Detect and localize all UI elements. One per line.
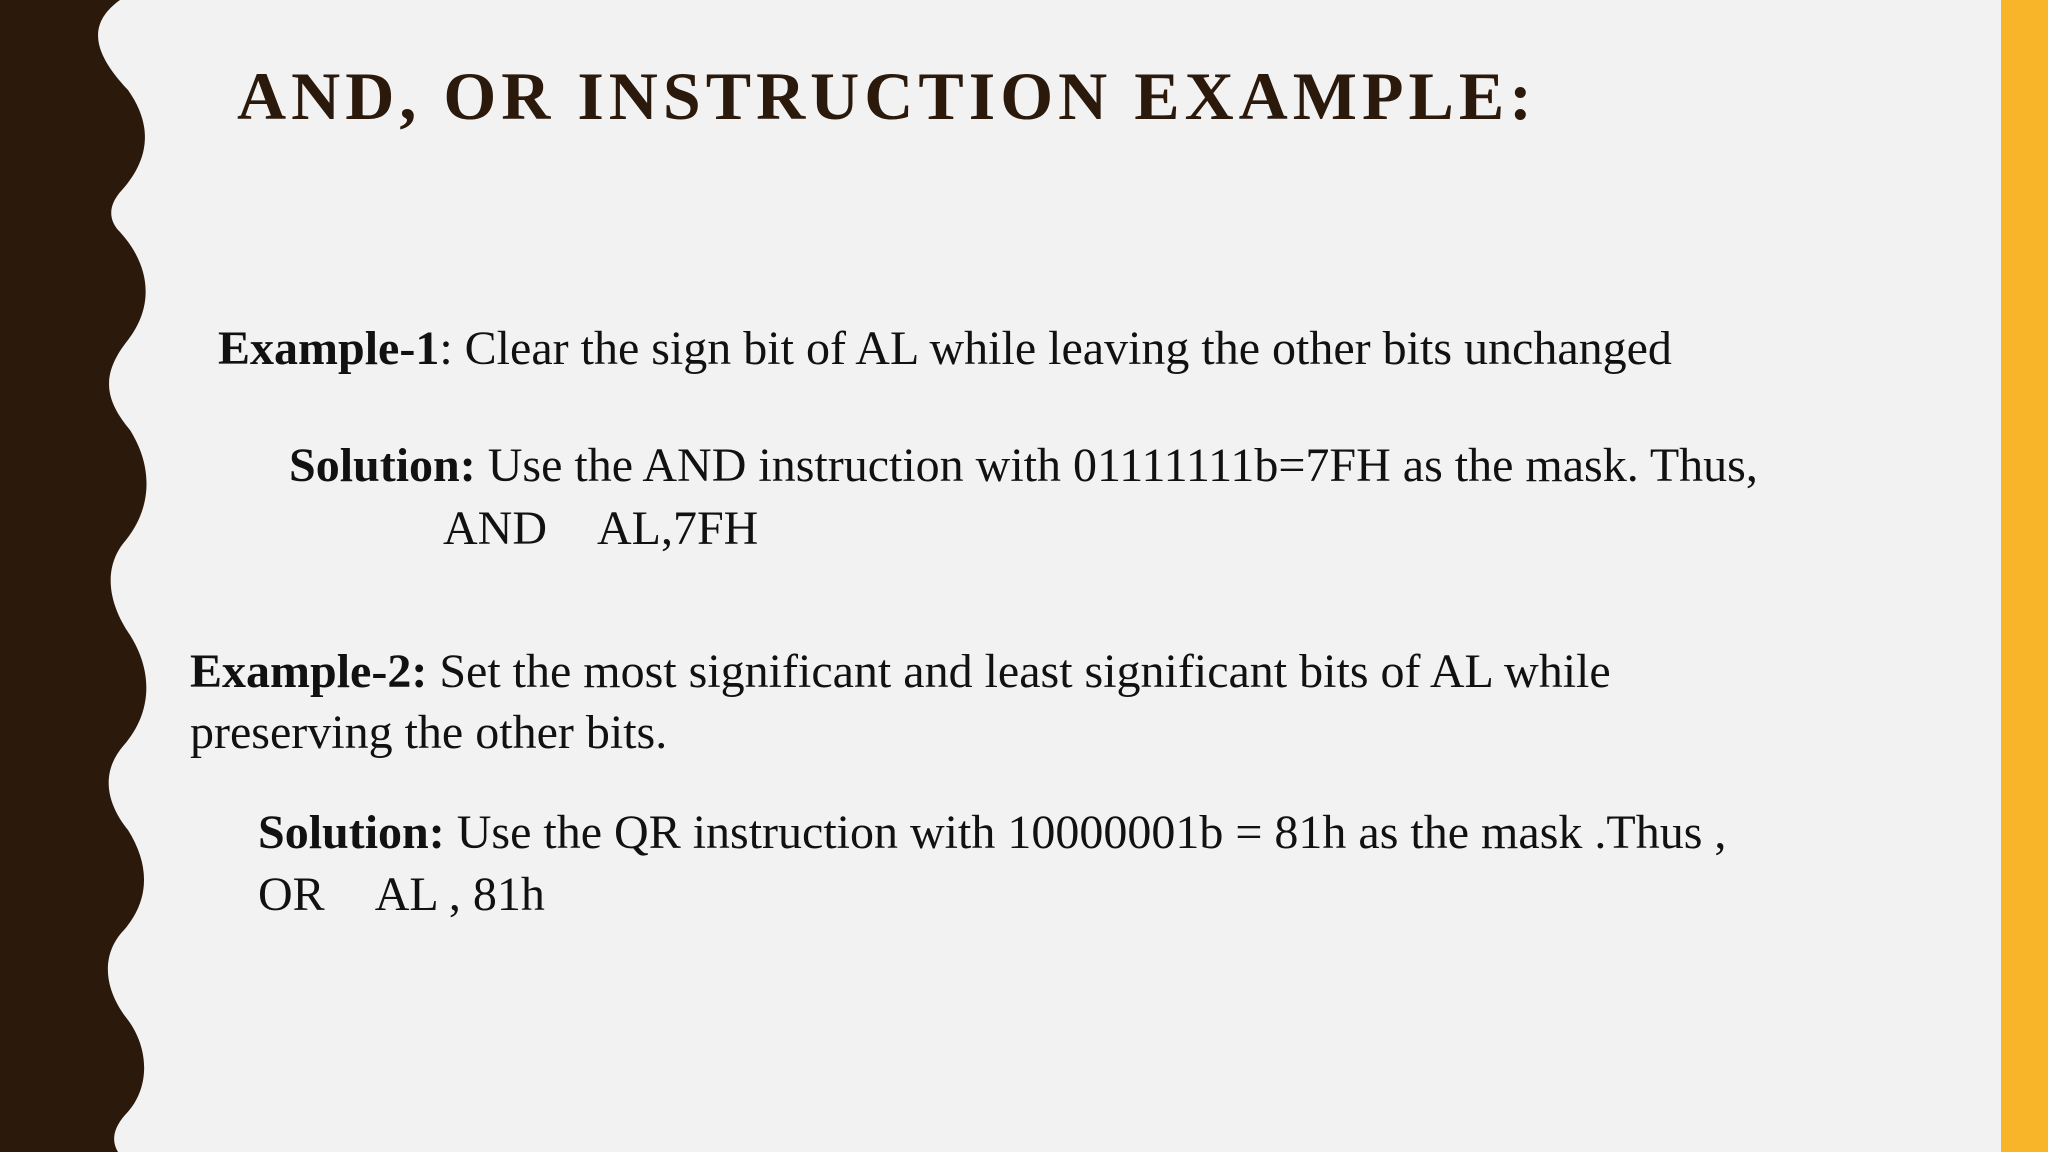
example-2-code	[258, 864, 545, 926]
code-2-operands: AL , 81h	[374, 868, 545, 921]
solution-1-text: Use the AND instruction with 01111111b=7FH as the mask. Thus,	[475, 439, 1758, 492]
example-2-solution	[258, 802, 1726, 864]
example-1-text: : Clear the sign bit of AL while leaving the other bits unchanged	[439, 322, 1672, 375]
code-1-op: AND	[443, 502, 547, 555]
solution-1-label: Solution:	[289, 439, 476, 492]
example-1-statement	[218, 318, 1672, 380]
example-2-statement-line2: preserving the other bits.	[190, 706, 668, 759]
code-2-op: OR	[258, 868, 325, 921]
example-2-text-line1: Set the most significant and least significant bits of AL while	[427, 645, 1611, 698]
code-1-operands: AL,7FH	[597, 502, 759, 555]
example-1-solution	[289, 435, 1758, 497]
slide-title: AND, OR INSTRUCTION EXAMPLE:	[237, 58, 1537, 134]
example-2-label: Example-2:	[190, 645, 428, 698]
example-2-statement	[190, 641, 1611, 703]
example-1-code	[443, 498, 758, 560]
right-accent-bar	[2001, 0, 2048, 1152]
solution-2-label: Solution:	[258, 806, 445, 859]
solution-2-text: Use the QR instruction with 10000001b = 81h as the mask .Thus ,	[444, 806, 1727, 859]
example-1-label: Example-1	[218, 322, 440, 375]
left-wavy-border	[0, 0, 160, 1152]
